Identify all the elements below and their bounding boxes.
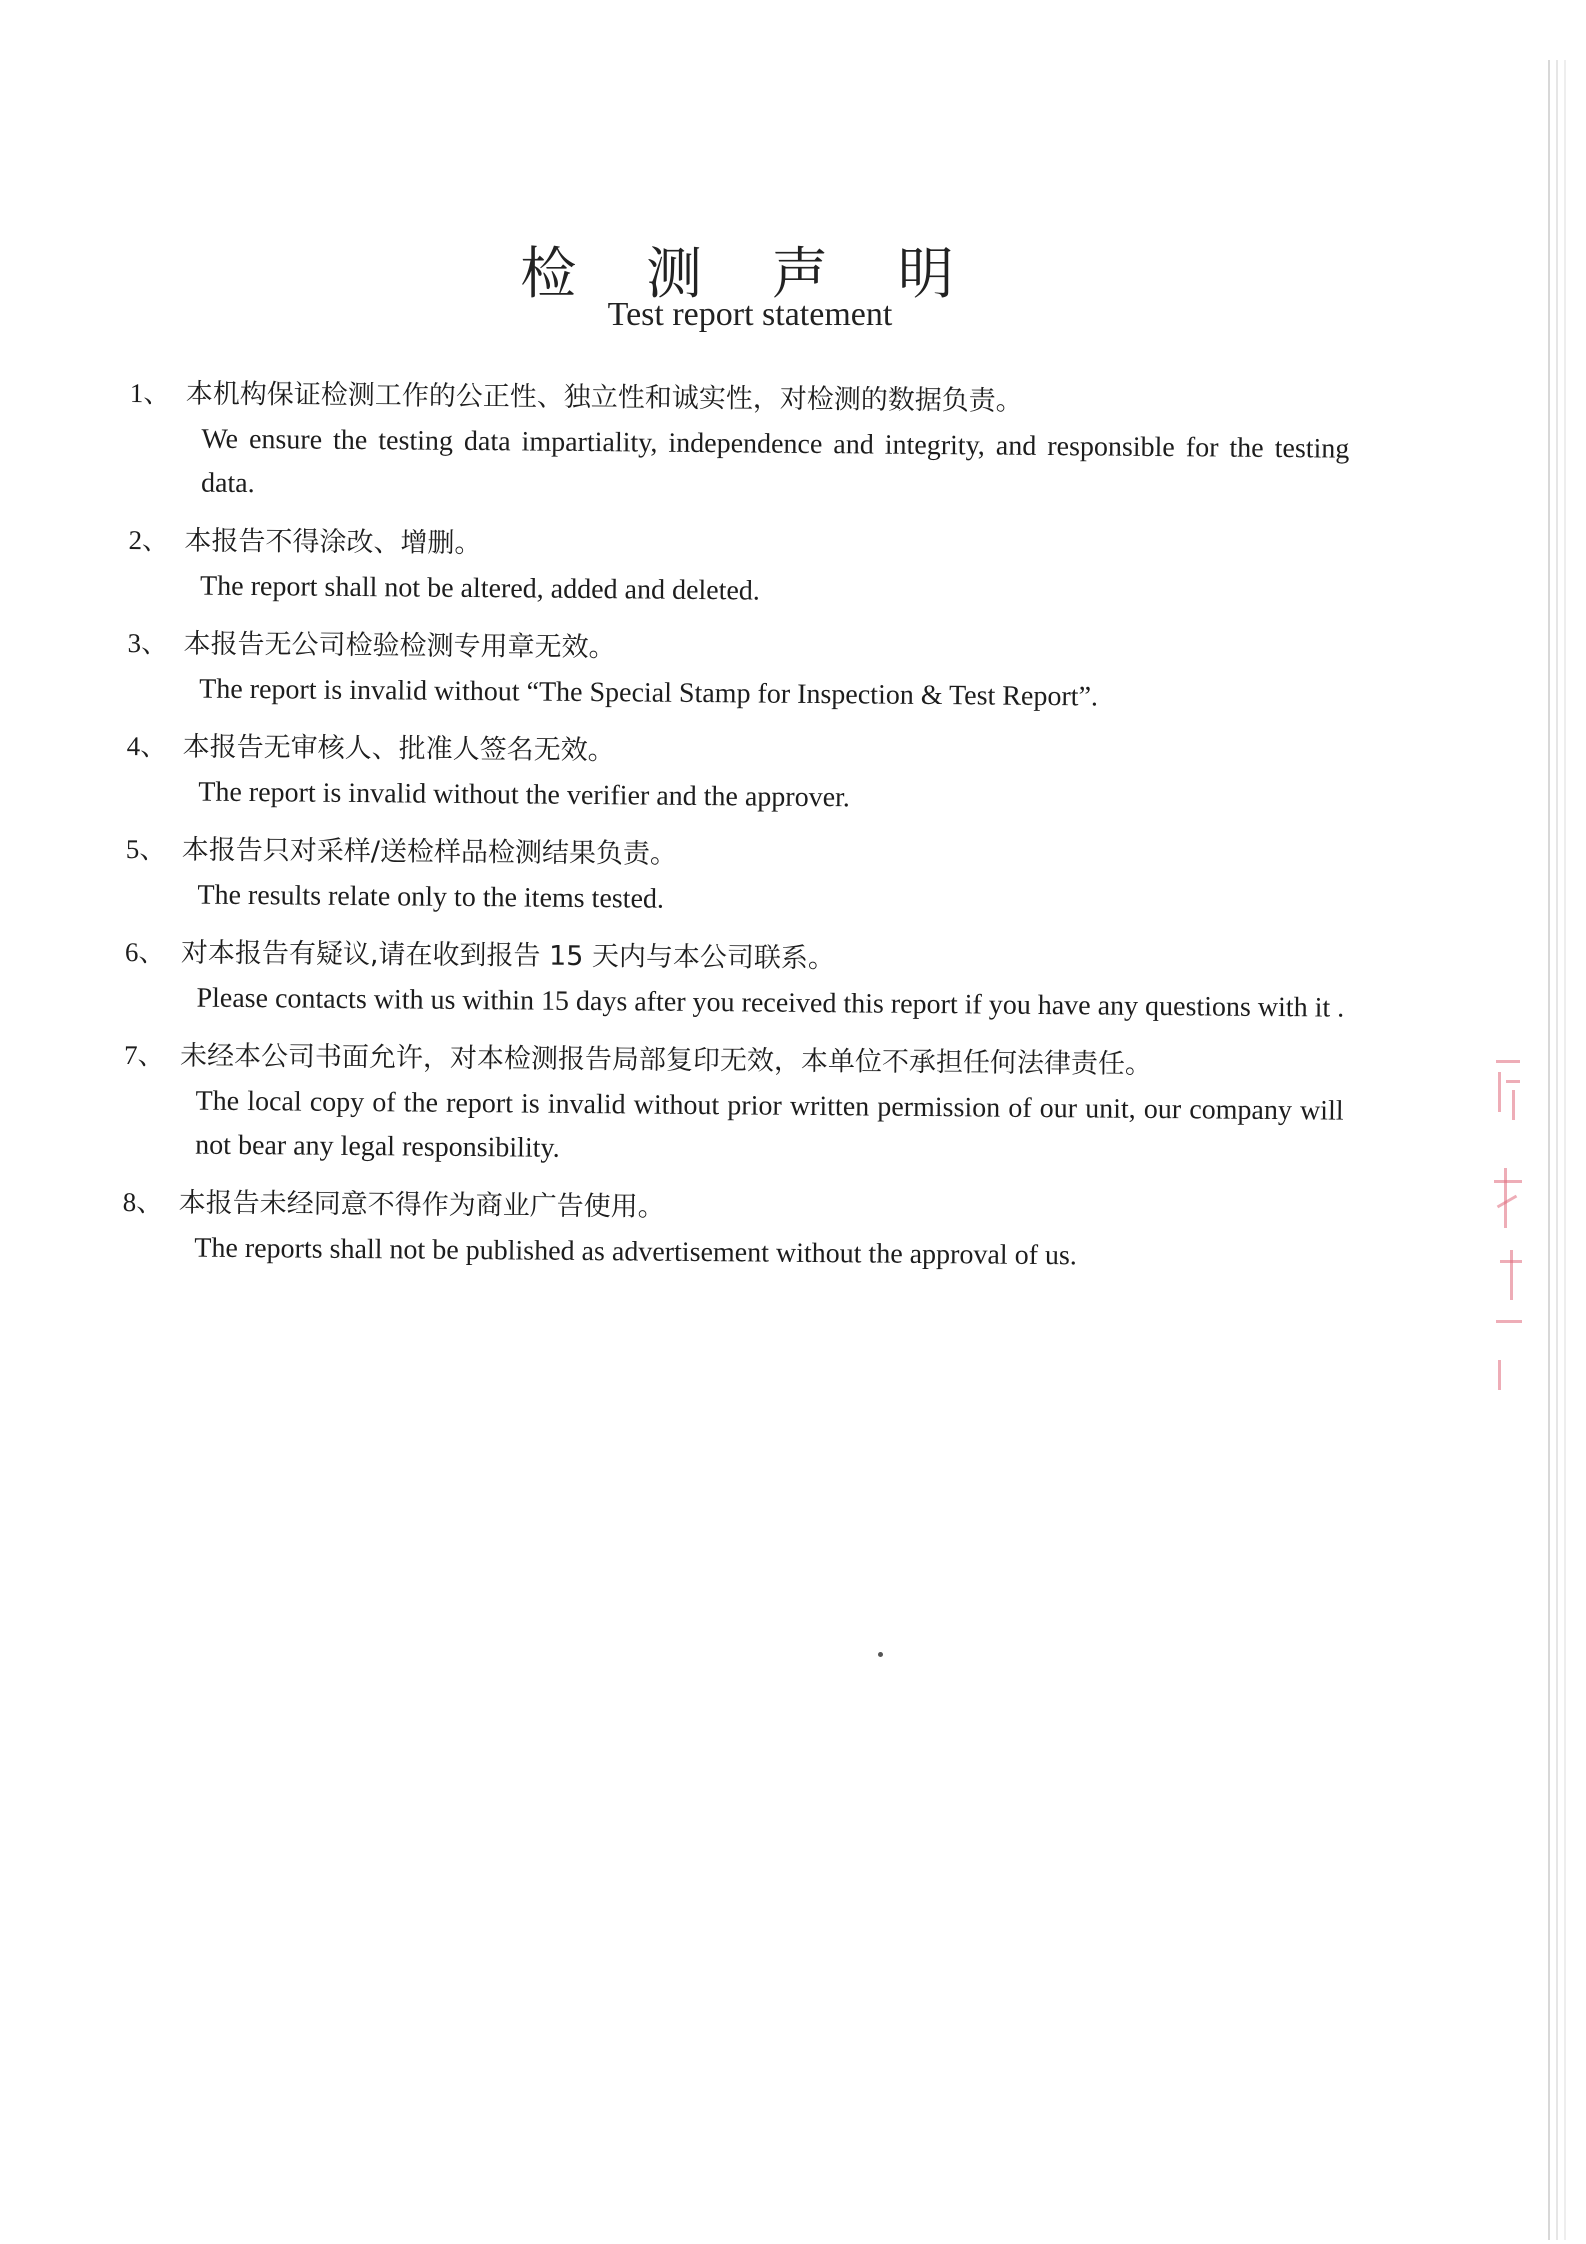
statement-list [122, 370, 1350, 1293]
statement-en: Please contacts with us within 15 days after you received this report if you have any questions with it . [196, 982, 1345, 1024]
statement-item-6 [124, 929, 1345, 1031]
statement-en: The reports shall not be published as advertisement without the approval of us. [194, 1232, 1078, 1272]
statement-cn-text: 未经本公司书面允许，对本检测报告局部复印无效，本单位不承担任何法律责任。 [179, 1040, 1153, 1080]
statement-en: The report is invalid without the verifier and the approver. [198, 776, 851, 814]
scan-speck [878, 1652, 883, 1657]
statement-cn-text: 本报告未经同意不得作为商业广告使用。 [178, 1187, 665, 1223]
item-number: 3、 [127, 627, 169, 659]
item-number: 7、 [123, 1039, 165, 1071]
item-number: 1、 [129, 377, 171, 409]
item-number: 5、 [125, 833, 167, 865]
statement-item-1 [129, 370, 1350, 516]
statement-cn-text: 本报告只对采样/送检样品检测结果负责。 [181, 834, 678, 870]
item-number: 6、 [124, 936, 166, 968]
item-number: 8、 [122, 1186, 164, 1218]
statement-cn-text: 本报告不得涂改、增删。 [184, 525, 482, 560]
title-chinese: 检 测 声 明 [520, 242, 980, 307]
statement-item-3 [127, 620, 1348, 722]
page-edge-line [1556, 60, 1558, 2240]
statement-item-7 [123, 1032, 1344, 1178]
statement-cn-text: 对本报告有疑议,请在收到报告 15 天内与本公司联系。 [180, 937, 836, 975]
statement-en: The report shall not be altered, added and deleted. [199, 570, 761, 607]
title-english: Test report statement [607, 296, 893, 333]
page-edge-line [1564, 60, 1566, 2240]
statement-en: We ensure the testing data impartiality, independence and integrity, and responsible for the testing data. [200, 423, 1350, 500]
statement-cn-text: 本报告无公司检验检测专用章无效。 [183, 628, 616, 664]
statement-en: The results relate only to the items tested. [197, 879, 665, 915]
page-edge-line [1548, 60, 1550, 2240]
statement-item-2 [128, 517, 1349, 619]
statement-en: The local copy of the report is invalid without prior written permission of our unit, our company will not bear any legal responsibility. [195, 1085, 1344, 1164]
item-number: 2、 [128, 524, 170, 556]
statement-item-8 [122, 1179, 1343, 1281]
item-number: 4、 [126, 730, 168, 762]
seal-stamp-fragment [1490, 1060, 1526, 1390]
statement-item-4 [126, 723, 1347, 825]
statement-en: The report is invalid without “The Special Stamp for Inspection & Test Report”. [199, 673, 1099, 713]
statement-item-5 [125, 826, 1346, 928]
statement-cn-text: 本报告无审核人、批准人签名无效。 [182, 731, 615, 767]
statement-cn-text: 本机构保证检测工作的公正性、独立性和诚实性，对检测的数据负责。 [185, 378, 1023, 417]
